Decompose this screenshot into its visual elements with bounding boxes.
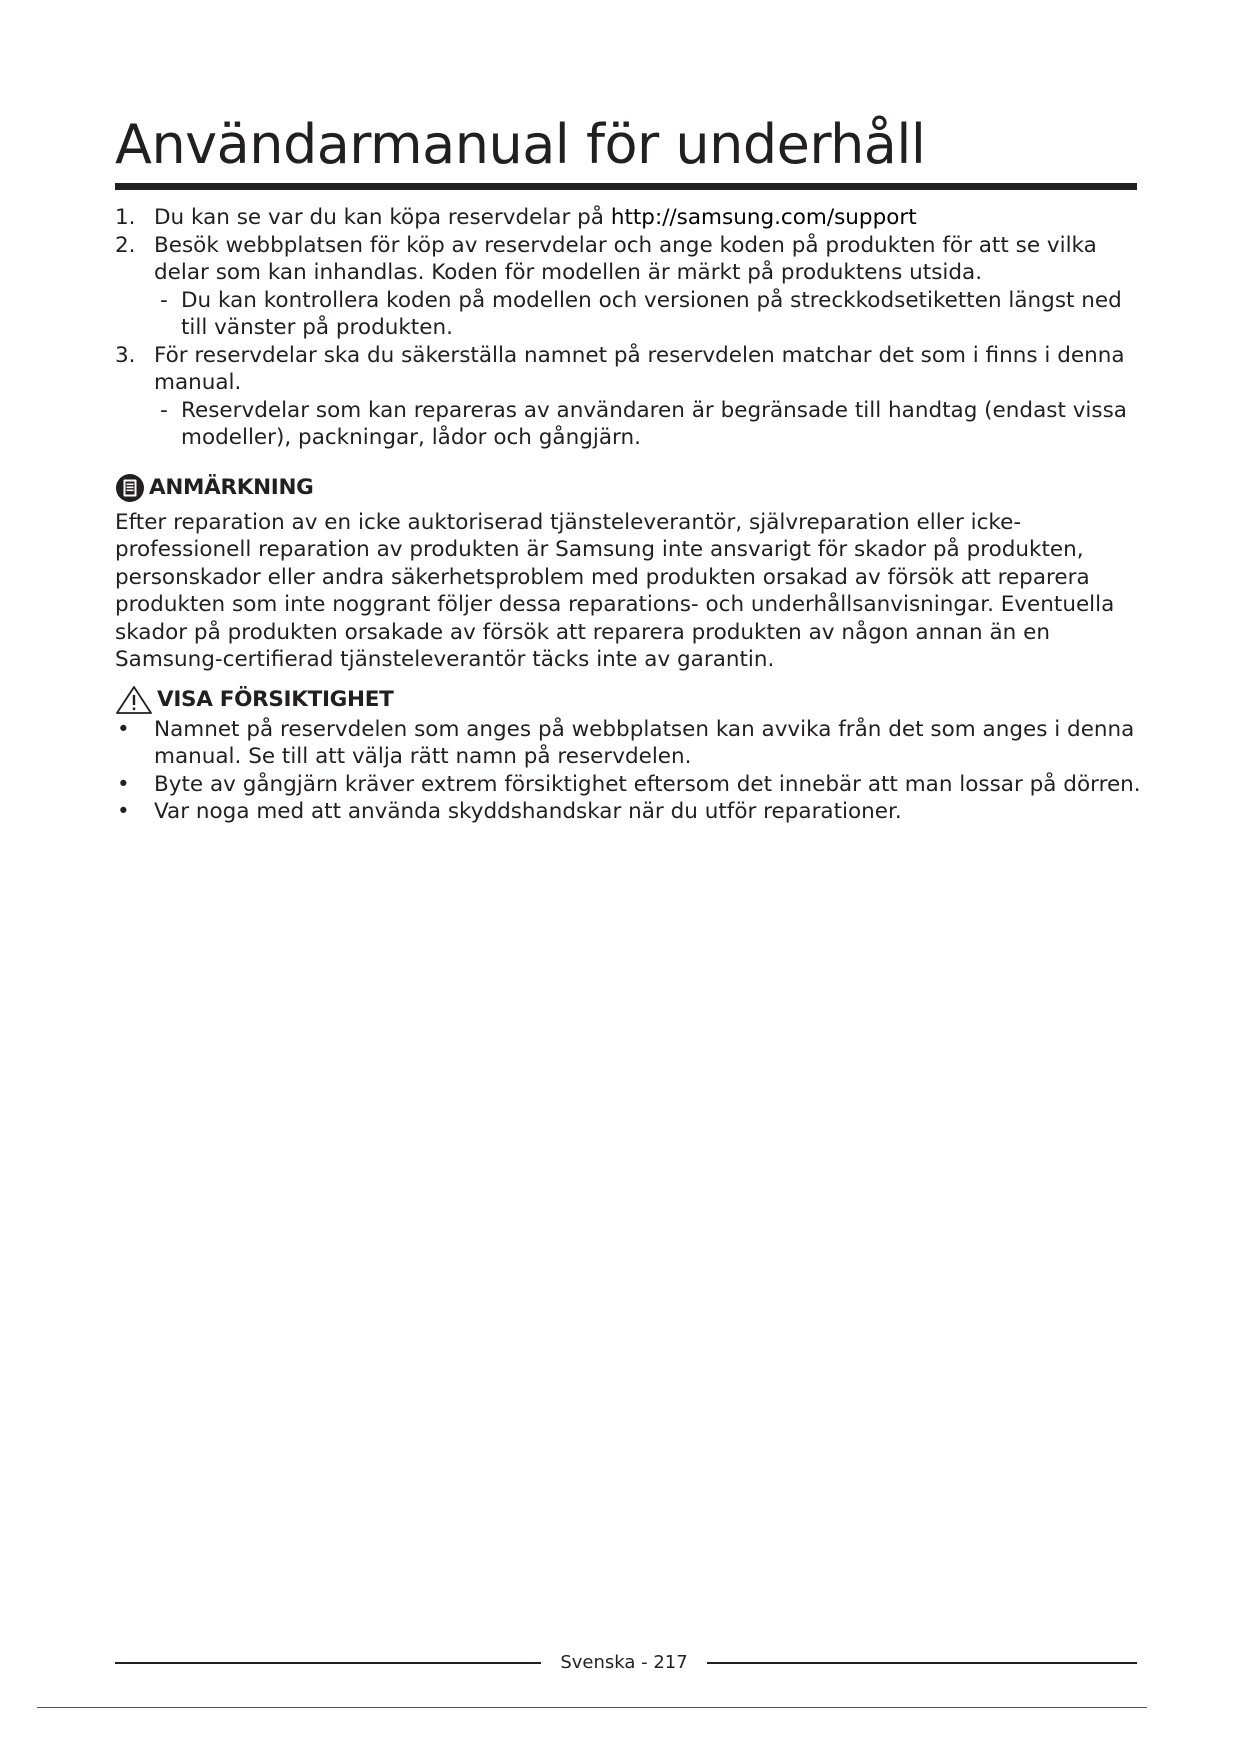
caution-bullet-text: Byte av gångjärn kräver extrem försiktighet eftersom det innebär att man lossar på dörren.	[154, 771, 1141, 797]
step-text: För reservdelar ska du säkerställa namnet på reservdelen matchar det som i finns i denna manual.	[154, 342, 1125, 395]
step-sub-item	[115, 397, 1145, 452]
step-sub-text: Reservdelar som kan repareras av användaren är begränsade till handtag (endast vissa modeller), packningar, lådor och gångjärn.	[181, 397, 1127, 450]
bullet-marker: •	[117, 799, 130, 824]
dash-marker: -	[160, 287, 168, 313]
note-icon	[115, 473, 145, 503]
caution-heading-text: VISA FÖRSIKTIGHET	[157, 686, 394, 712]
footer-divider-right	[707, 1662, 1137, 1664]
caution-bullet-text: Namnet på reservdelen som anges på webbplatsen kan avvika från det som anges i denna manual. Se till att välja rätt namn på reservdelen.	[154, 716, 1135, 769]
bottom-divider	[37, 1707, 1147, 1708]
page-title: Användarmanual för underhåll	[115, 113, 926, 176]
page-footer	[115, 1649, 1137, 1677]
step-item	[115, 232, 1145, 287]
step-text: Du kan se var du kan köpa reservdelar på	[154, 205, 611, 230]
page-number: Svenska - 217	[560, 1652, 688, 1673]
caution-heading	[115, 684, 1145, 716]
bullet-marker: •	[117, 771, 130, 797]
step-text: Besök webbplatsen för köp av reservdelar och ange koden på produkten för att se vilka delar som kan inhandlas. Koden för modellen är märkt på produktens utsida.	[154, 232, 1097, 285]
step-number: 2.	[115, 232, 136, 258]
step-number: 3.	[115, 342, 136, 368]
title-divider	[115, 183, 1137, 190]
note-body: Efter reparation av en icke auktoriserad tjänsteleverantör, självreparation eller icke-professionell reparation av produkten är Samsung inte ansvarigt för skador på produkten, personskador eller andra säkerhetsproblem med produkten orsakad av försök att reparera produkten som inte noggrant följer dessa reparations- och underhållsanvisningar. Eventuella skador på produkten orsakade av försök att reparera produkten av någon annan än en Samsung-certifierad tjänsteleverantör täcks inte av garantin.	[115, 509, 1115, 672]
footer-divider-left	[115, 1662, 541, 1664]
caution-bullet-text: Var noga med att använda skyddshandskar när du utför reparationer.	[154, 799, 902, 824]
bullet-marker: •	[117, 716, 130, 742]
note-heading	[115, 472, 1145, 504]
step-number: 1.	[115, 205, 136, 230]
step-item	[115, 204, 1145, 232]
dash-marker: -	[160, 397, 168, 423]
step-item	[115, 342, 1145, 397]
step-sub-item	[115, 287, 1145, 342]
caution-bullet-item	[115, 771, 1145, 799]
support-link[interactable]: http://samsung.com/support	[610, 205, 917, 230]
warning-triangle-icon	[115, 685, 153, 715]
caution-bullet-item	[115, 716, 1145, 771]
step-sub-text: Du kan kontrollera koden på modellen och versionen på streckkodsetiketten längst ned till vänster på produkten.	[181, 287, 1122, 340]
main-content	[115, 204, 1145, 826]
caution-bullet-item	[115, 798, 1145, 826]
note-heading-text: ANMÄRKNING	[149, 474, 314, 500]
